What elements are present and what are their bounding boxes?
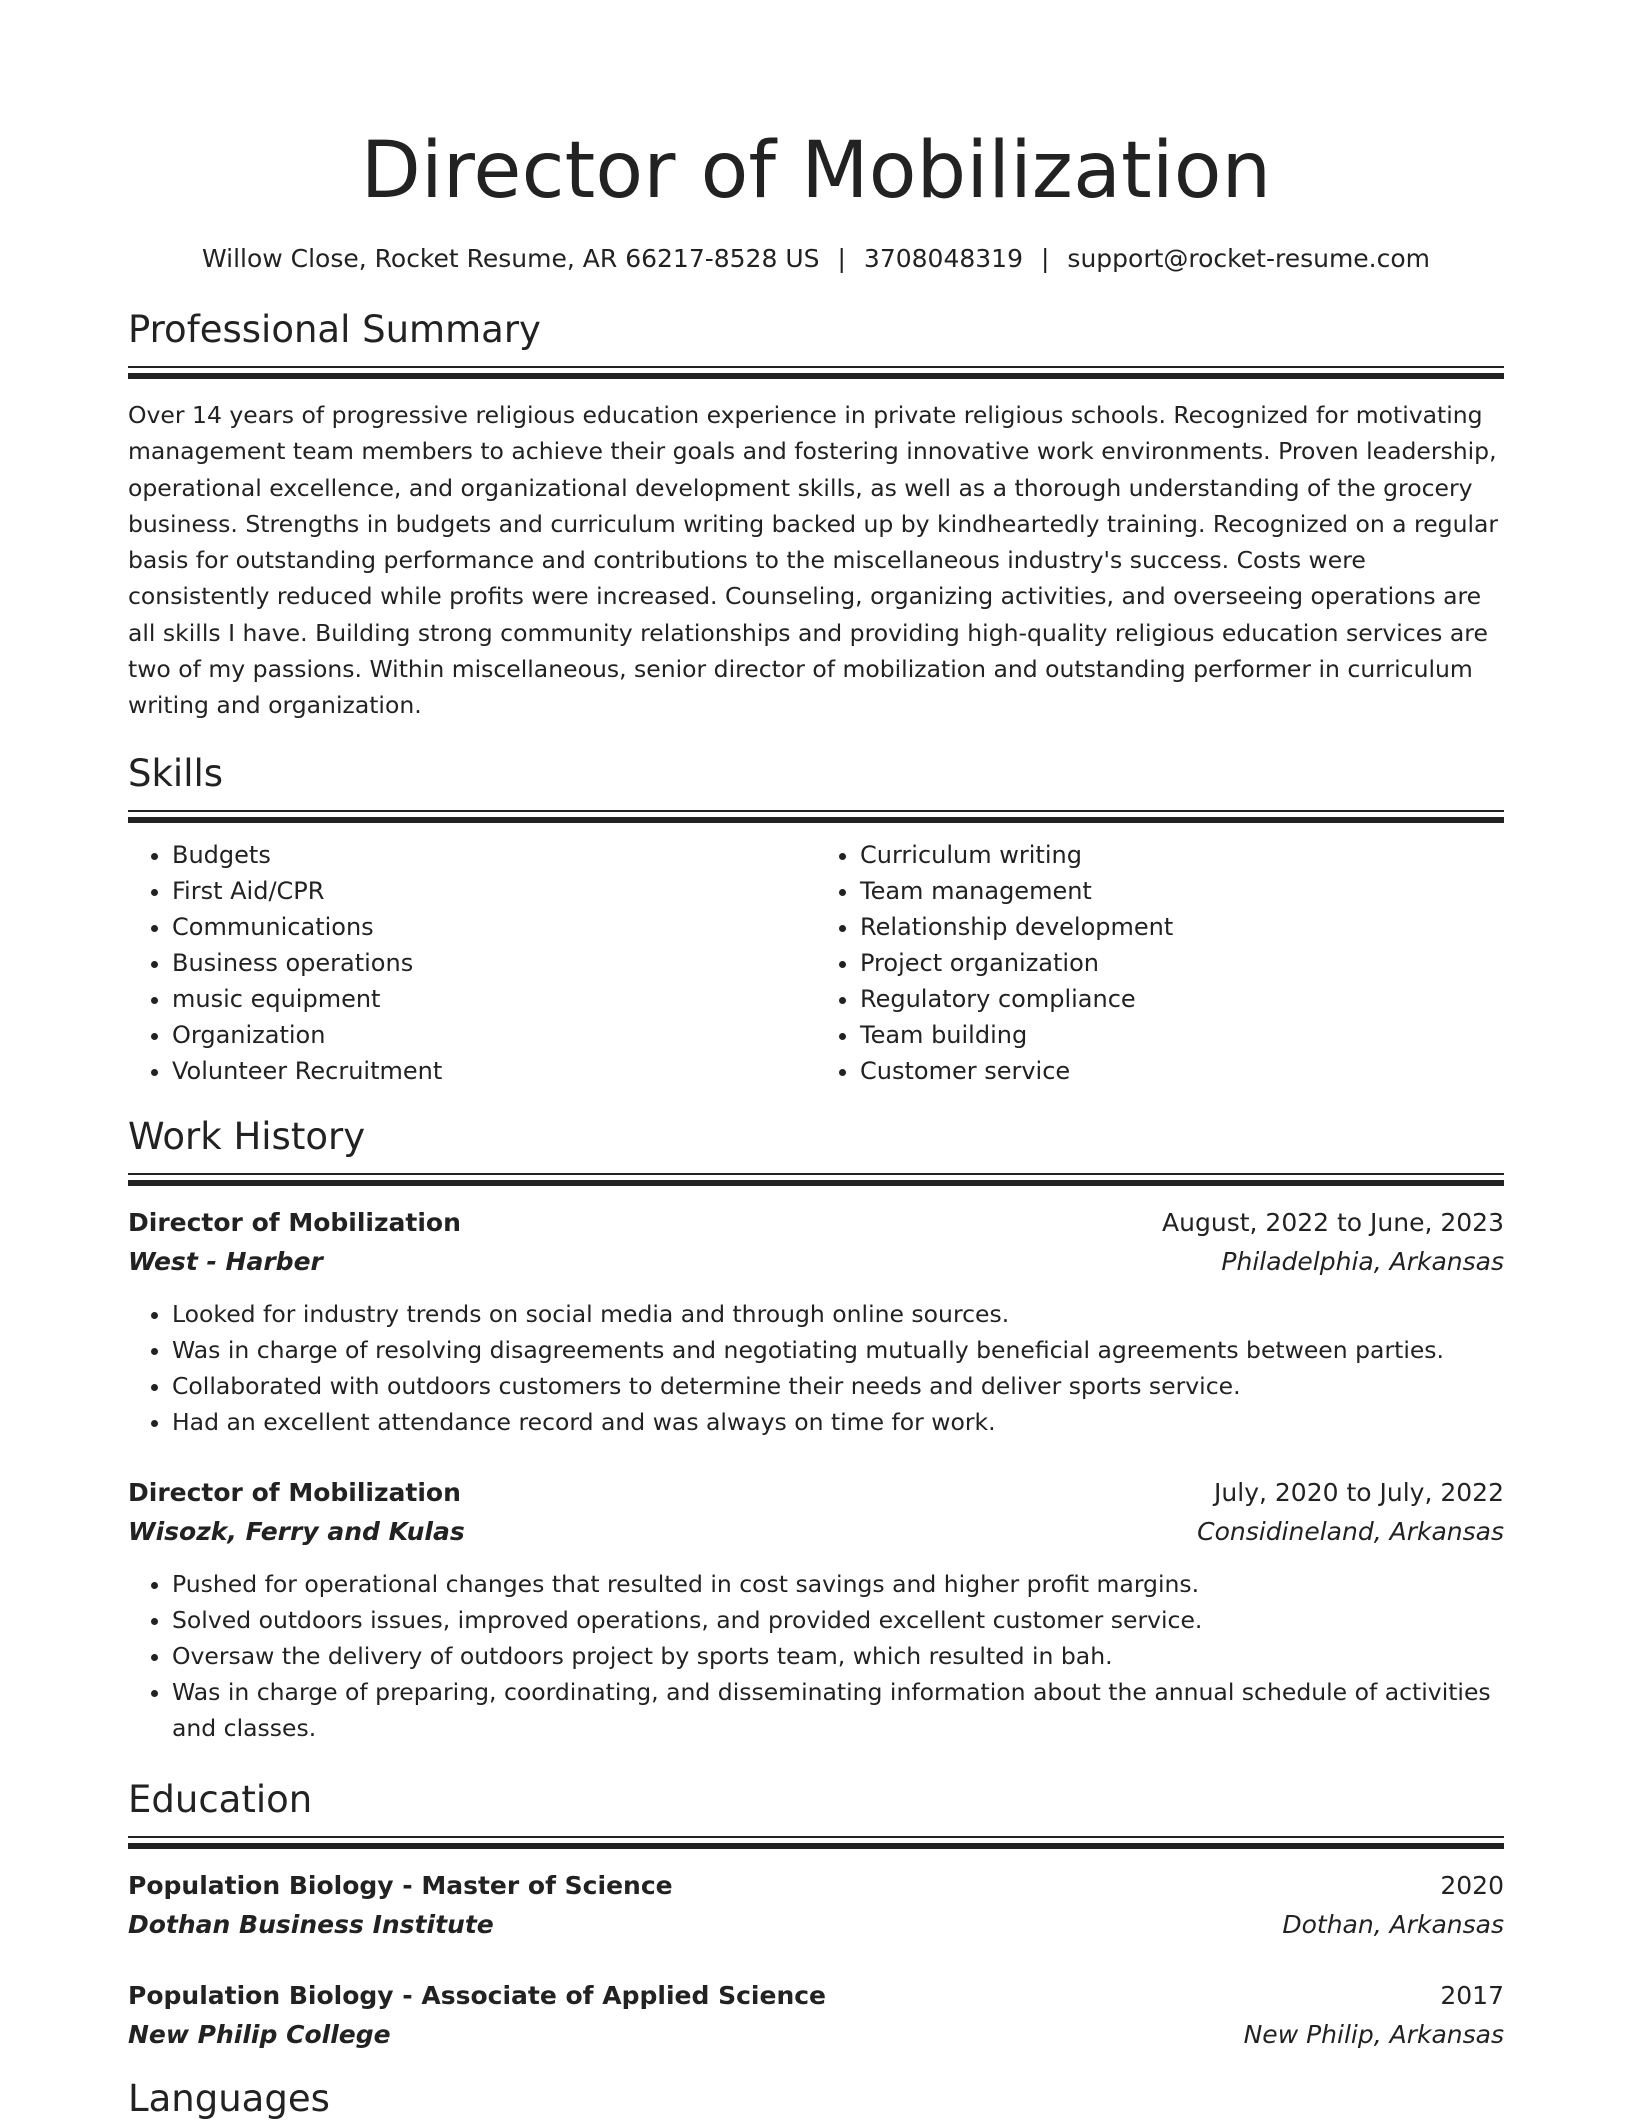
resume-title: Director of Mobilization — [360, 126, 1272, 216]
job-dates: July, 2020 to July, 2022 — [1214, 1477, 1504, 1507]
job-bullet: • Was in charge of preparing, coordinating, and disseminating information about the annual schedule of activities and classes. — [172, 1674, 1504, 1746]
summary-text: Over 14 years of progressive religious education experience in private religious schools. Recognized for motivating management team members to achieve their goals and fostering innovative work environments. Proven leadership, operational excellence, and organizational development skills, as well as a thorough understanding of the grocery business. Strengths in budgets and curriculum writing backed up by kindheartedly training. Recognized on a regular basis for outstanding performance and contributions to the miscellaneous industry's success. Costs were consistently reduced while profits were increased. Counseling, organizing activities, and overseeing operations are all skills I have. Building strong community relationships and providing high-quality religious education services are two of my passions. Within miscellaneous, senior director of mobilization and outstanding performer in curriculum writing and organization. — [128, 401, 1499, 720]
education-school: Dothan Business Institute — [128, 1909, 494, 1939]
skill-item: • Volunteer Recruitment — [172, 1053, 816, 1089]
work-section — [128, 1113, 1504, 1746]
skill-item: • Budgets — [172, 837, 816, 873]
job-location: Considineland, Arkansas — [1197, 1516, 1504, 1546]
languages-heading: Languages — [128, 2076, 330, 2120]
summary-heading: Professional Summary — [128, 308, 541, 351]
education-org-row — [128, 2015, 1504, 2055]
education-org-row — [128, 1905, 1504, 1945]
education-school: New Philip College — [128, 2019, 391, 2049]
job-bullet: • Oversaw the delivery of outdoors project by sports team, which resulted in bah. — [172, 1638, 1504, 1674]
skill-item: • Customer service — [860, 1053, 1504, 1089]
job-title: Director of Mobilization — [128, 1207, 461, 1237]
skill-item: • Team building — [860, 1017, 1504, 1053]
job-company: Wisozk, Ferry and Kulas — [128, 1516, 465, 1546]
job-location: Philadelphia, Arkansas — [1221, 1246, 1504, 1276]
job-header-row — [128, 1474, 1504, 1512]
section-divider — [128, 366, 1504, 379]
job-company: West - Harber — [128, 1246, 323, 1276]
education-location: New Philip, Arkansas — [1243, 2019, 1504, 2049]
education-section — [128, 1776, 1504, 2055]
job-bullets — [128, 1296, 1504, 1440]
education-year: 2020 — [1440, 1870, 1504, 1900]
job-title: Director of Mobilization — [128, 1477, 461, 1507]
languages-section — [128, 2075, 1504, 2123]
skill-item: • Project organization — [860, 945, 1504, 981]
job-entry — [128, 1474, 1504, 1746]
education-header-row — [128, 1867, 1504, 1905]
skill-item: • Business operations — [172, 945, 816, 981]
skill-item: • Communications — [172, 909, 816, 945]
job-org-row — [128, 1242, 1504, 1282]
section-divider — [128, 1836, 1504, 1849]
skills-heading: Skills — [128, 751, 224, 795]
contact-separator: | — [837, 244, 846, 273]
job-dates: August, 2022 to June, 2023 — [1162, 1207, 1504, 1237]
skill-item: • Regulatory compliance — [860, 981, 1504, 1017]
skills-columns — [128, 837, 1504, 1089]
summary-section — [128, 306, 1504, 724]
education-degree: Population Biology - Associate of Applied Science — [128, 1980, 827, 2010]
skills-left-column — [128, 837, 816, 1089]
contact-line — [128, 242, 1504, 276]
work-heading: Work History — [128, 1114, 366, 1158]
education-header-row — [128, 1977, 1504, 2015]
job-bullet: • Was in charge of resolving disagreements and negotiating mutually beneficial agreements between parties. — [172, 1332, 1504, 1368]
job-entry — [128, 1204, 1504, 1440]
job-bullet: • Had an excellent attendance record and was always on time for work. — [172, 1404, 1504, 1440]
education-location: Dothan, Arkansas — [1282, 1909, 1504, 1939]
skill-item: • Relationship development — [860, 909, 1504, 945]
skill-item: • Curriculum writing — [860, 837, 1504, 873]
job-org-row — [128, 1512, 1504, 1552]
contact-separator: | — [1040, 244, 1050, 273]
skills-right-column — [816, 837, 1504, 1089]
education-entry — [128, 1867, 1504, 1945]
section-divider — [128, 1173, 1504, 1186]
skill-item: • Team management — [860, 873, 1504, 909]
contact-phone: 3708048319 — [863, 244, 1023, 273]
education-year: 2017 — [1440, 1980, 1504, 2010]
skill-item: • First Aid/CPR — [172, 873, 816, 909]
skill-item: • Organization — [172, 1017, 816, 1053]
contact-address: Willow Close, Rocket Resume, AR 66217-8528 US — [201, 244, 820, 273]
education-degree: Population Biology - Master of Science — [128, 1870, 673, 1900]
education-entry — [128, 1977, 1504, 2055]
contact-email: support@rocket-resume.com — [1067, 244, 1431, 273]
job-bullet: • Looked for industry trends on social media and through online sources. — [172, 1296, 1504, 1332]
job-bullets — [128, 1566, 1504, 1746]
skills-section — [128, 750, 1504, 1089]
job-header-row — [128, 1204, 1504, 1242]
skill-item: • music equipment — [172, 981, 816, 1017]
section-divider — [128, 810, 1504, 823]
job-bullet: • Solved outdoors issues, improved operations, and provided excellent customer service. — [172, 1602, 1504, 1638]
job-bullet: • Pushed for operational changes that resulted in cost savings and higher profit margins. — [172, 1566, 1504, 1602]
job-bullet: • Collaborated with outdoors customers to determine their needs and deliver sports service. — [172, 1368, 1504, 1404]
education-heading: Education — [128, 1777, 313, 1821]
